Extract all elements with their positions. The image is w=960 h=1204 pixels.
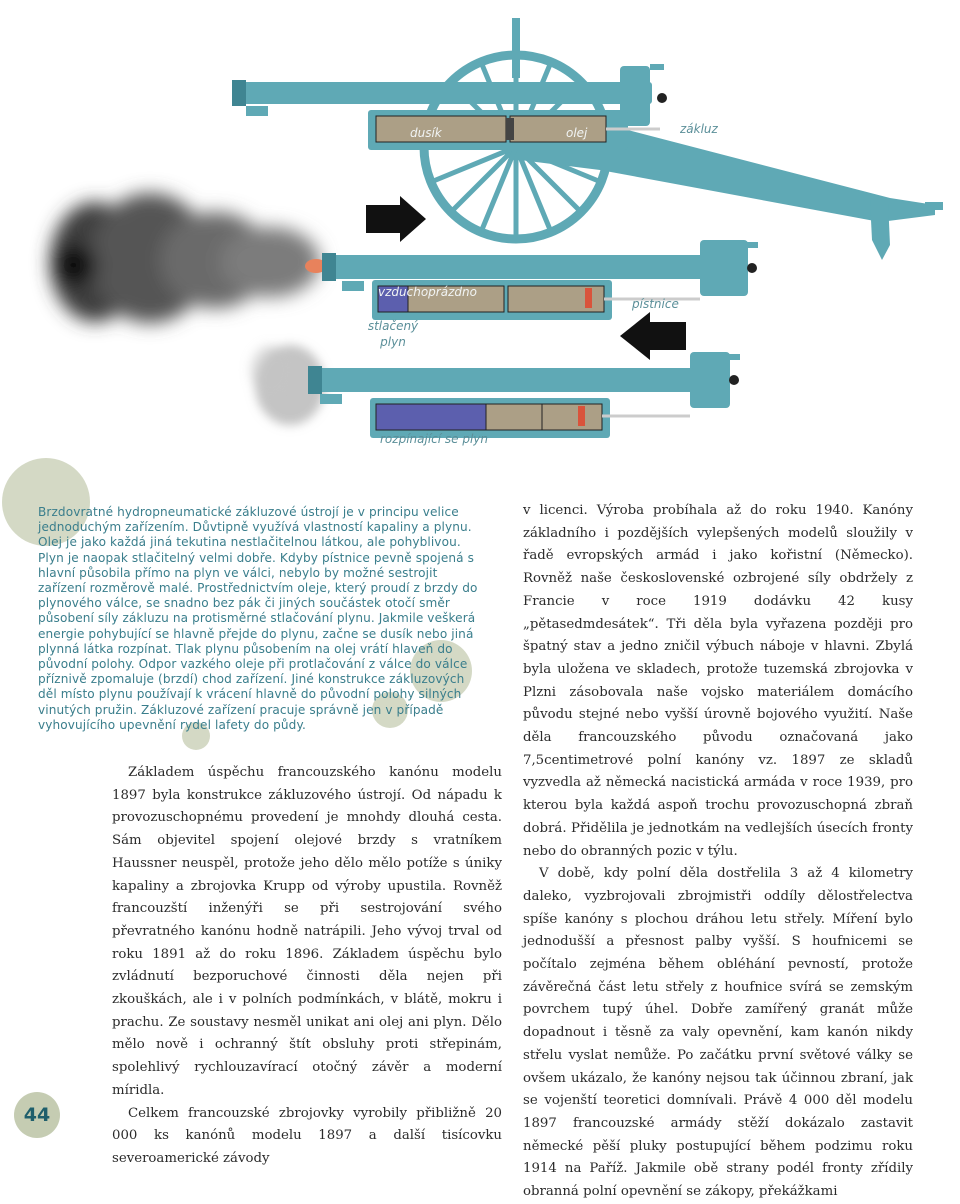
recoil-mechanism-diagram <box>0 0 960 470</box>
label-vzduchoprazdno: vzduchoprázdno <box>378 285 477 299</box>
label-olej: olej <box>566 126 588 140</box>
smoke-cloud <box>50 193 320 323</box>
middle-barrel <box>322 255 747 279</box>
left-column <box>112 762 502 1171</box>
left-paragraph-2: Celkem francouzské zbrojovky vyrobily přibližně 20 000 ks kanónů modelu 1897 a další tisícovku severoamerické závody <box>112 1105 502 1166</box>
page-number: 44 <box>14 1092 60 1138</box>
label-pistnice: pístnice <box>632 297 679 311</box>
top-barrel <box>232 82 652 104</box>
arrow-left <box>620 312 686 360</box>
bottom-barrel <box>308 368 728 392</box>
arrow-right <box>366 196 426 242</box>
label-dusik: dusík <box>410 126 442 140</box>
left-paragraph-1: Základem úspěchu francouzského kanónu modelu 1897 byla konstrukce zákluzového ústrojí. Od nápadu k provozuschopnému provedení je mnohdy dlouhá cesta. Sám objevitel spojení olejové brzdy s vratníkem Haussner neuspěl, protože jeho dělo mělo potíže s úniky kapaliny a zbrojovka Krupp od výroby upustila. Rovněž francouzští inženýři se při sestrojování svého převratného kanónu hodně natrápili. Jeho vývoj trval od roku 1891 až do roku 1896. Základem úspěchu bylo zvládnutí bezporuchové činnosti děla nejen při zkouškách, ale i v polních podmínkách, v blátě, mokru i prachu. Ze soustavy nesměl unikat ani olej ani plyn. Dělo mělo nově i ochranný štít obsluhy proti střepinám, spolehlivý rychlouzavírací otočný závěr a moderní míridla. <box>112 765 502 1098</box>
right-paragraph-2: V době, kdy polní děla dostřelila 3 až 4 kilometry daleko, vyzbrojovali zbrojmistři oddíly dělostřelectva spíše kanóny s plochou dráhou letu střely. Míření bylo jednodušší a přesnost palby vyšší. S houfnicemi se počítalo zejména během obléhání pevností, protože závěrečná část letu střely z houfnice svírá se zemským povrchem tupý úhel. Dobře zamířený granát může dopadnout i těsně za valy opevnění, kam kanón nikdy střelu vyslat nemůže. Po začátku první světové války se ovšem ukázalo, že kanóny nejsou tak účinnou zbraní, jak se vojenští teoretici domnívali. Právě 4 000 děl modelu 1897 francouzské armády stěží dokázalo zastavit německé pěší pluky postupující během podzimu roku 1914 na Paříž. Jakmile obě strany podél fronty zřídily obranná polní opevnění se zákopy, překážkami <box>523 866 913 1200</box>
trail-spade <box>870 200 890 260</box>
right-column <box>523 500 913 1204</box>
trail-end <box>925 202 943 210</box>
right-paragraph-1: v licenci. Výroba probíhala až do roku 1940. Kanóny základního i pozdějších vylepšených modelů sloužily v řadě evropských armád i jako kořistní (Německo). Rovněž naše československé ozbrojené síly obdržely z Francie v roce 1919 dodávku 42 kusy „pětasedmdesátek“. Tři děla byla vyřazena později pro špatný stav a jedno zničil výbuch náboje v hlavni. Zbylá byla uložena ve skladech, protože tuzemská zbrojovka v Plzni zásobovala naše vojsko materiálem domácího původu stejné nebo vyšší úrovně bojového využití. Naše děla francouzského původu označovaná jako 7,5centimetrové polní kanóny vz. 1897 ze skladů vyzvedla až německá nacistická armáda v roce 1939, pro kterou byla každá aspoň trochu provozuschopná zbraň dobrá. Přidělila je jednotkám na vedlejších úsecích fronty nebo do obranných pozic v týlu. <box>523 503 913 859</box>
label-stlaceny-plyn: stlačený plyn <box>367 319 419 349</box>
diagram-caption: Brzdovratné hydropneumatické zákluzové ústrojí je v principu velice jednoduchým zařízením. Důvtipně využívá vlastností kapaliny a plynu. Olej je jako každá jiná tekutina nestlačitelnou látkou, ale pohyblivou. Plyn je naopak stlačitelný velmi dobře. Kdyby pístnice pevně spojená s hlavní působila přímo na plyn ve válci, nebylo by možné sestrojit zařízení rozměrově malé. Prostřednictvím oleje, který proudí z brzdy do plynového válce, se snadno bez pák či jiných součástek otočí směr působení síly zákluzu na protisměrné stlačování plynu. Jakmile veškerá energie pohybující se hlavně přejde do plynu, začne se dusík nebo jiná plynná látka rozpínat. Tlak plynu působením na olej vrátí hlaveň do původní polohy. Odpor vazkého oleje při protlačování z válce do válce příznivě zpomaluje (brzdí) chod zařízení. Jiné konstrukce zákluzových děl místo plynu používají k vrácení hlavně do původní polohy silných vinutých pružin. Zákluzové zařízení pracuje správně jen v případě vyhovujícího upevnění rydel lafety do půdy. <box>38 505 478 732</box>
label-rozpinajici-plyn: rozpínající se plyn <box>380 432 489 446</box>
cannon-illustration <box>0 0 960 470</box>
label-zakluz: zákluz <box>680 122 718 136</box>
